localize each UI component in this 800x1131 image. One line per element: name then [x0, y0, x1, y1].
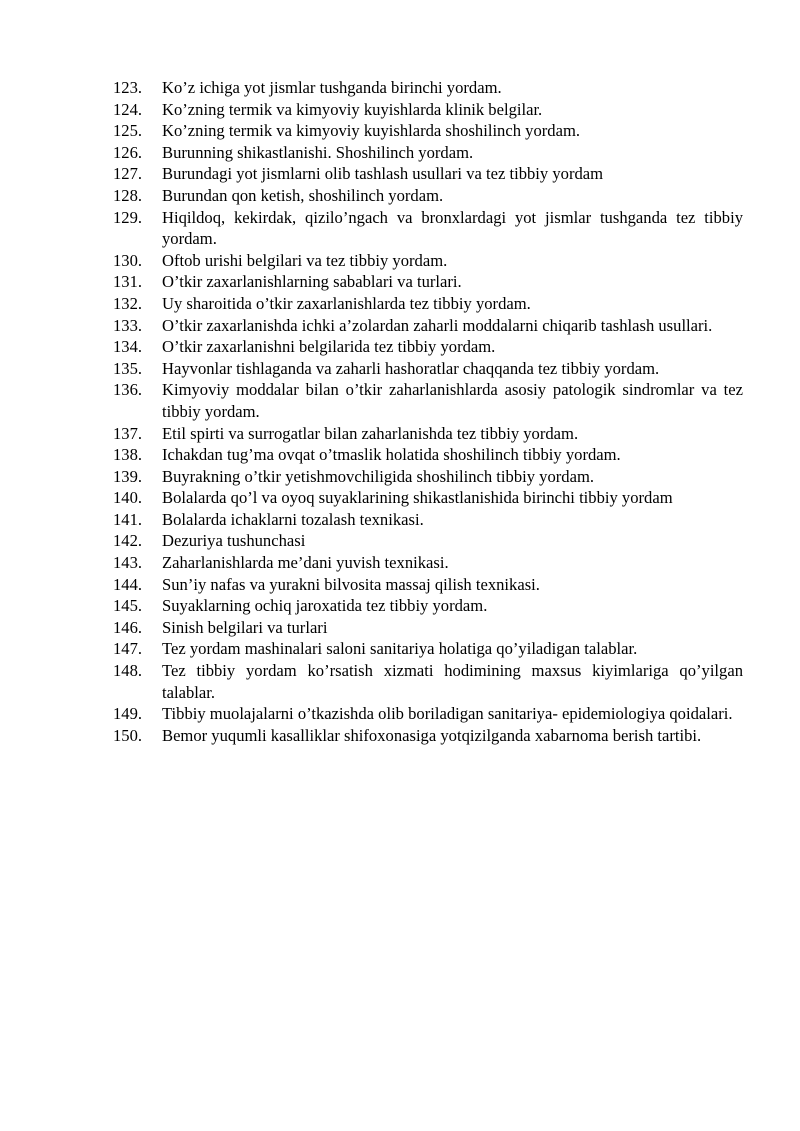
list-item	[113, 379, 743, 422]
list-item	[113, 638, 743, 660]
item-number: 145.	[113, 596, 143, 616]
item-text: Sinish belgilari va turlari	[162, 617, 328, 637]
item-text: Suyaklarning ochiq jaroxatida tez tibbiy yordam.	[162, 596, 488, 616]
item-number: 138.	[113, 445, 143, 465]
item-text: Hayvonlar tishlaganda va zaharli hashoratlar chaqqanda tez tibbiy yordam.	[162, 358, 660, 378]
item-number: 127.	[113, 164, 143, 184]
item-text: Bolalarda qo’l va oyoq suyaklarining shikastlanishida birinchi tibbiy yordam	[162, 488, 673, 508]
list-item	[113, 530, 743, 552]
item-number: 123.	[113, 78, 143, 97]
item-text: Burundan qon ketish, shoshilinch yordam.	[162, 185, 444, 205]
item-text: O’tkir zaxarlanishlarning sabablari va turlari.	[162, 272, 462, 292]
list-item	[113, 120, 743, 142]
list-item	[113, 185, 743, 207]
list-item	[113, 509, 743, 531]
item-text: Tibbiy muolajalarni o’tkazishda olib boriladigan sanitariya- epidemiologiya qoidalari.	[162, 704, 733, 724]
item-text: Ko’zning termik va kimyoviy kuyishlarda klinik belgilar.	[162, 99, 543, 119]
item-number: 129.	[113, 207, 143, 227]
item-number: 149.	[113, 704, 143, 724]
item-text: Tez yordam mashinalari saloni sanitariya holatiga qo’yiladigan talablar.	[162, 639, 638, 659]
list-item	[113, 725, 743, 747]
list-item	[113, 250, 743, 272]
item-number: 150.	[113, 725, 143, 745]
item-number: 134.	[113, 337, 143, 357]
item-number: 126.	[113, 142, 143, 162]
item-number: 135.	[113, 358, 143, 378]
item-text: Uy sharoitida o’tkir zaxarlanishlarda tez tibbiy yordam.	[162, 293, 531, 313]
item-text: Hiqildoq, kekirdak, qizilo’ngach va bronxlardagi yot jismlar tushganda tez tibbiy yordam.	[162, 207, 743, 249]
item-number: 136.	[113, 380, 143, 400]
item-text: Tez tibbiy yordam ko’rsatish xizmati hodimining maxsus kiyimlariga qo’yilgan talablar.	[162, 661, 743, 702]
item-text: Ko’zning termik va kimyoviy kuyishlarda shoshilinch yordam.	[162, 121, 581, 141]
item-text: Zaharlanishlarda me’dani yuvish texnikasi.	[162, 553, 449, 573]
list-item	[113, 595, 743, 617]
item-number: 128.	[113, 185, 143, 205]
item-number: 140.	[113, 488, 143, 508]
list-item	[113, 163, 743, 185]
item-text: Sun’iy nafas va yurakni bilvosita massaj qilish texnikasi.	[162, 574, 540, 594]
list-item	[113, 358, 743, 380]
list-item	[113, 552, 743, 574]
item-text: Burundagi yot jismlarni olib tashlash usullari va tez tibbiy yordam	[162, 164, 604, 184]
item-text: Bemor yuqumli kasalliklar shifoxonasiga yotqizilganda xabarnoma berish tartibi.	[162, 725, 702, 745]
item-text: Ko’z ichiga yot jismlar tushganda birinchi yordam.	[162, 78, 502, 97]
item-number: 125.	[113, 121, 143, 141]
list-item	[113, 487, 743, 509]
item-text: Burunning shikastlanishi. Shoshilinch yordam.	[162, 142, 474, 162]
list-item	[113, 315, 743, 337]
list-item	[113, 271, 743, 293]
item-text: Kimyoviy moddalar bilan o’tkir zaharlanishlarda asosiy patologik sindromlar va tez tibbiy yordam.	[162, 380, 743, 421]
item-text: Oftob urishi belgilari va tez tibbiy yordam.	[162, 250, 448, 270]
item-text: Ichakdan tug’ma ovqat o’tmaslik holatida shoshilinch tibbiy yordam.	[162, 445, 621, 465]
item-text: O’tkir zaxarlanishni belgilarida tez tibbiy yordam.	[162, 337, 496, 357]
item-number: 124.	[113, 99, 143, 119]
item-number: 142.	[113, 531, 143, 551]
question-list	[113, 77, 743, 746]
item-number: 141.	[113, 509, 143, 529]
list-item	[113, 617, 743, 639]
item-number: 130.	[113, 250, 143, 270]
item-number: 146.	[113, 617, 143, 637]
item-number: 132.	[113, 293, 143, 313]
list-item	[113, 574, 743, 596]
item-text: O’tkir zaxarlanishda ichki a’zolardan zaharli moddalarni chiqarib tashlash usullari.	[162, 315, 713, 335]
item-number: 148.	[113, 661, 143, 681]
list-item	[113, 660, 743, 703]
item-text: Etil spirti va surrogatlar bilan zaharlanishda tez tibbiy yordam.	[162, 423, 579, 443]
item-number: 133.	[113, 315, 143, 335]
list-item	[113, 466, 743, 488]
list-item	[113, 142, 743, 164]
list-item	[113, 207, 743, 250]
list-item	[113, 444, 743, 466]
list-item	[113, 423, 743, 445]
item-number: 137.	[113, 423, 143, 443]
item-number: 131.	[113, 272, 143, 292]
item-text: Bolalarda ichaklarni tozalash texnikasi.	[162, 509, 424, 529]
item-number: 139.	[113, 466, 143, 486]
list-item	[113, 336, 743, 358]
item-text: Buyrakning o’tkir yetishmovchiligida shoshilinch tibbiy yordam.	[162, 466, 595, 486]
item-number: 144.	[113, 574, 143, 594]
list-item	[113, 293, 743, 315]
item-number: 147.	[113, 639, 143, 659]
item-number: 143.	[113, 553, 143, 573]
list-item	[113, 99, 743, 121]
item-text: Dezuriya tushunchasi	[162, 531, 306, 551]
list-item	[113, 703, 743, 725]
list-item	[113, 77, 743, 99]
